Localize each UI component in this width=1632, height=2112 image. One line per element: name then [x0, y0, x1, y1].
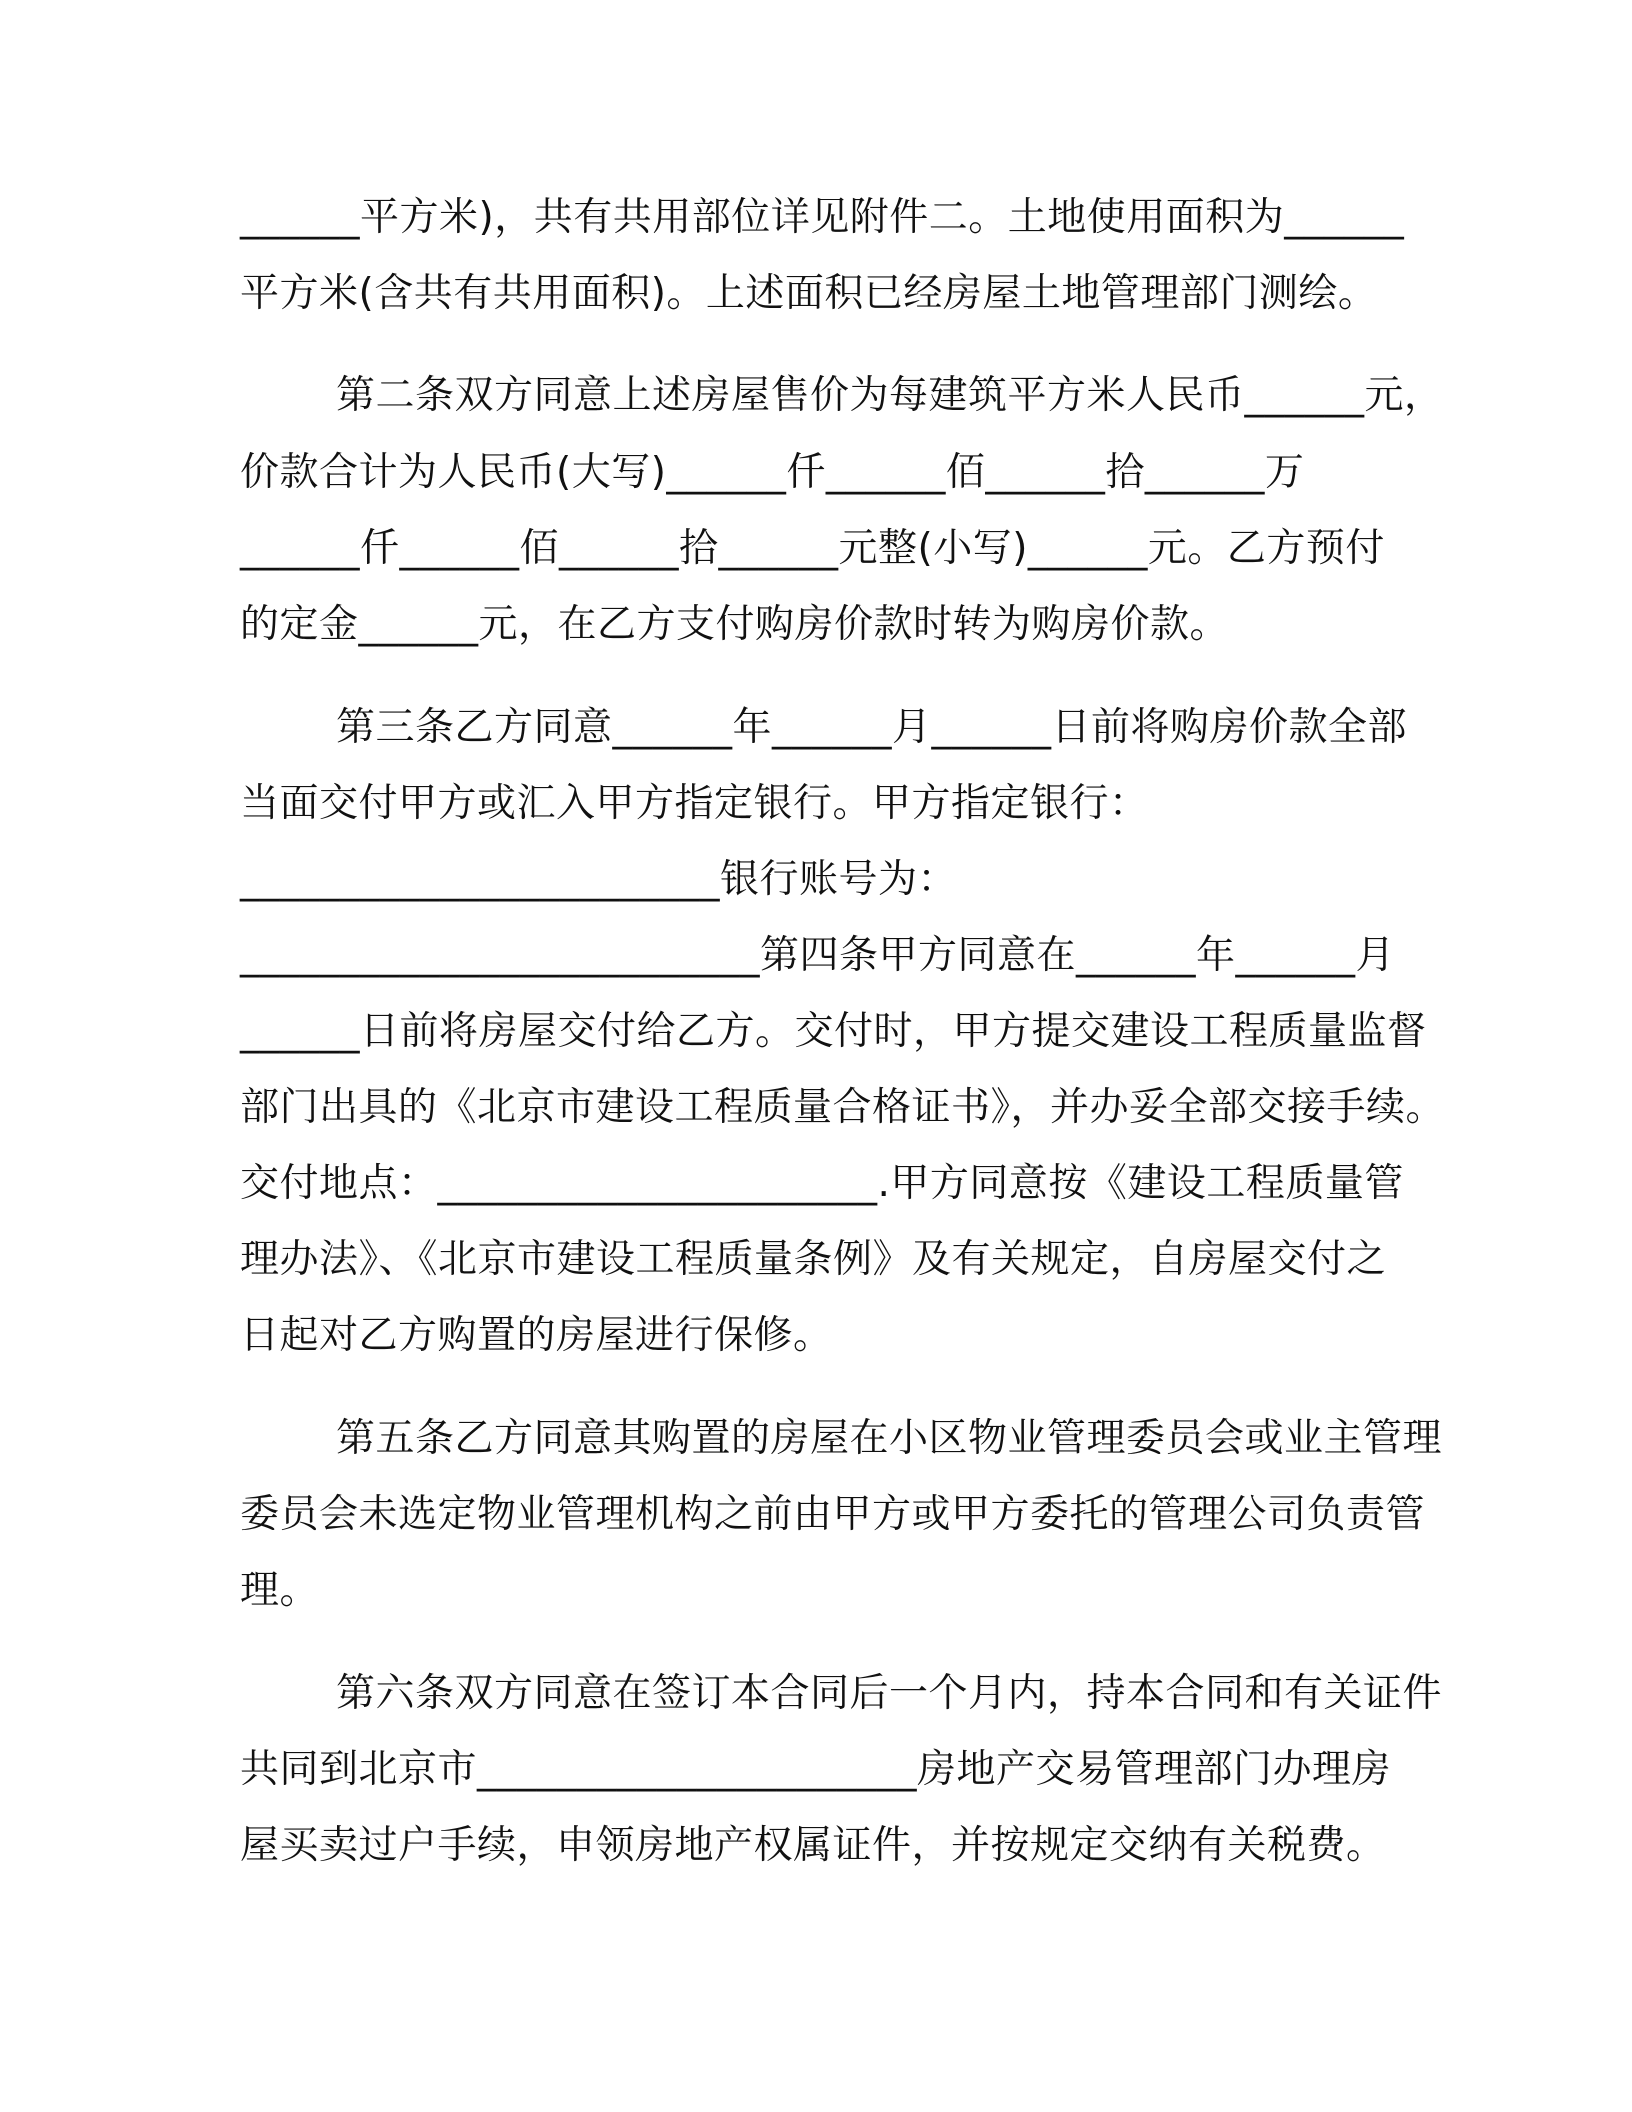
article-3-line: 第三条乙方同意______年______月______日前将购房价款全部	[336, 705, 1408, 750]
text-line: 平方米(含共有共用面积)。上述面积已经房屋土地管理部门测绘。	[240, 271, 1378, 316]
text-line: ______日前将房屋交付给乙方。交付时，甲方提交建设工程质量监督	[240, 1009, 1427, 1054]
text-line: __________________________第四条甲方同意在______年______月	[240, 933, 1396, 978]
text-line: 委员会未选定物业管理机构之前由甲方或甲方委托的管理公司负责管	[240, 1492, 1426, 1537]
text-line: ________________________银行账号为：	[240, 857, 958, 902]
text-line: 的定金______元，在乙方支付购房价款时转为购房价款。	[240, 602, 1230, 647]
article-2-line: 第二条双方同意上述房屋售价为每建筑平方米人民币______元，	[336, 373, 1444, 418]
text-line: 交付地点：______________________.甲方同意按《建设工程质量管	[240, 1161, 1404, 1206]
text-line: 日起对乙方购置的房屋进行保修。	[240, 1313, 833, 1358]
text-line: 当面交付甲方或汇入甲方指定银行。甲方指定银行：	[240, 781, 1149, 826]
text-line: 理办法》、《北京市建设工程质量条例》及有关规定，自房屋交付之	[240, 1237, 1387, 1282]
article-5-line: 第五条乙方同意其购置的房屋在小区物业管理委员会或业主管理	[336, 1416, 1443, 1461]
article-6-line: 第六条双方同意在签订本合同后一个月内，持本合同和有关证件	[336, 1671, 1443, 1716]
text-line: 屋买卖过户手续，申领房地产权属证件，并按规定交纳有关税费。	[240, 1823, 1386, 1868]
text-line: 理。	[240, 1568, 320, 1613]
text-line: 价款合计为人民币(大写)______仟______佰______拾______万	[240, 450, 1305, 495]
text-line: 部门出具的《北京市建设工程质量合格证书》，并办妥全部交接手续。	[240, 1085, 1446, 1130]
text-line: 共同到北京市______________________房地产交易管理部门办理房	[240, 1747, 1392, 1792]
text-line: ______平方米)，共有共用部位详见附件二。土地使用面积为______	[240, 195, 1405, 240]
text-line: ______仟______佰______拾______元整(小写)______元。乙方预付	[240, 526, 1385, 571]
